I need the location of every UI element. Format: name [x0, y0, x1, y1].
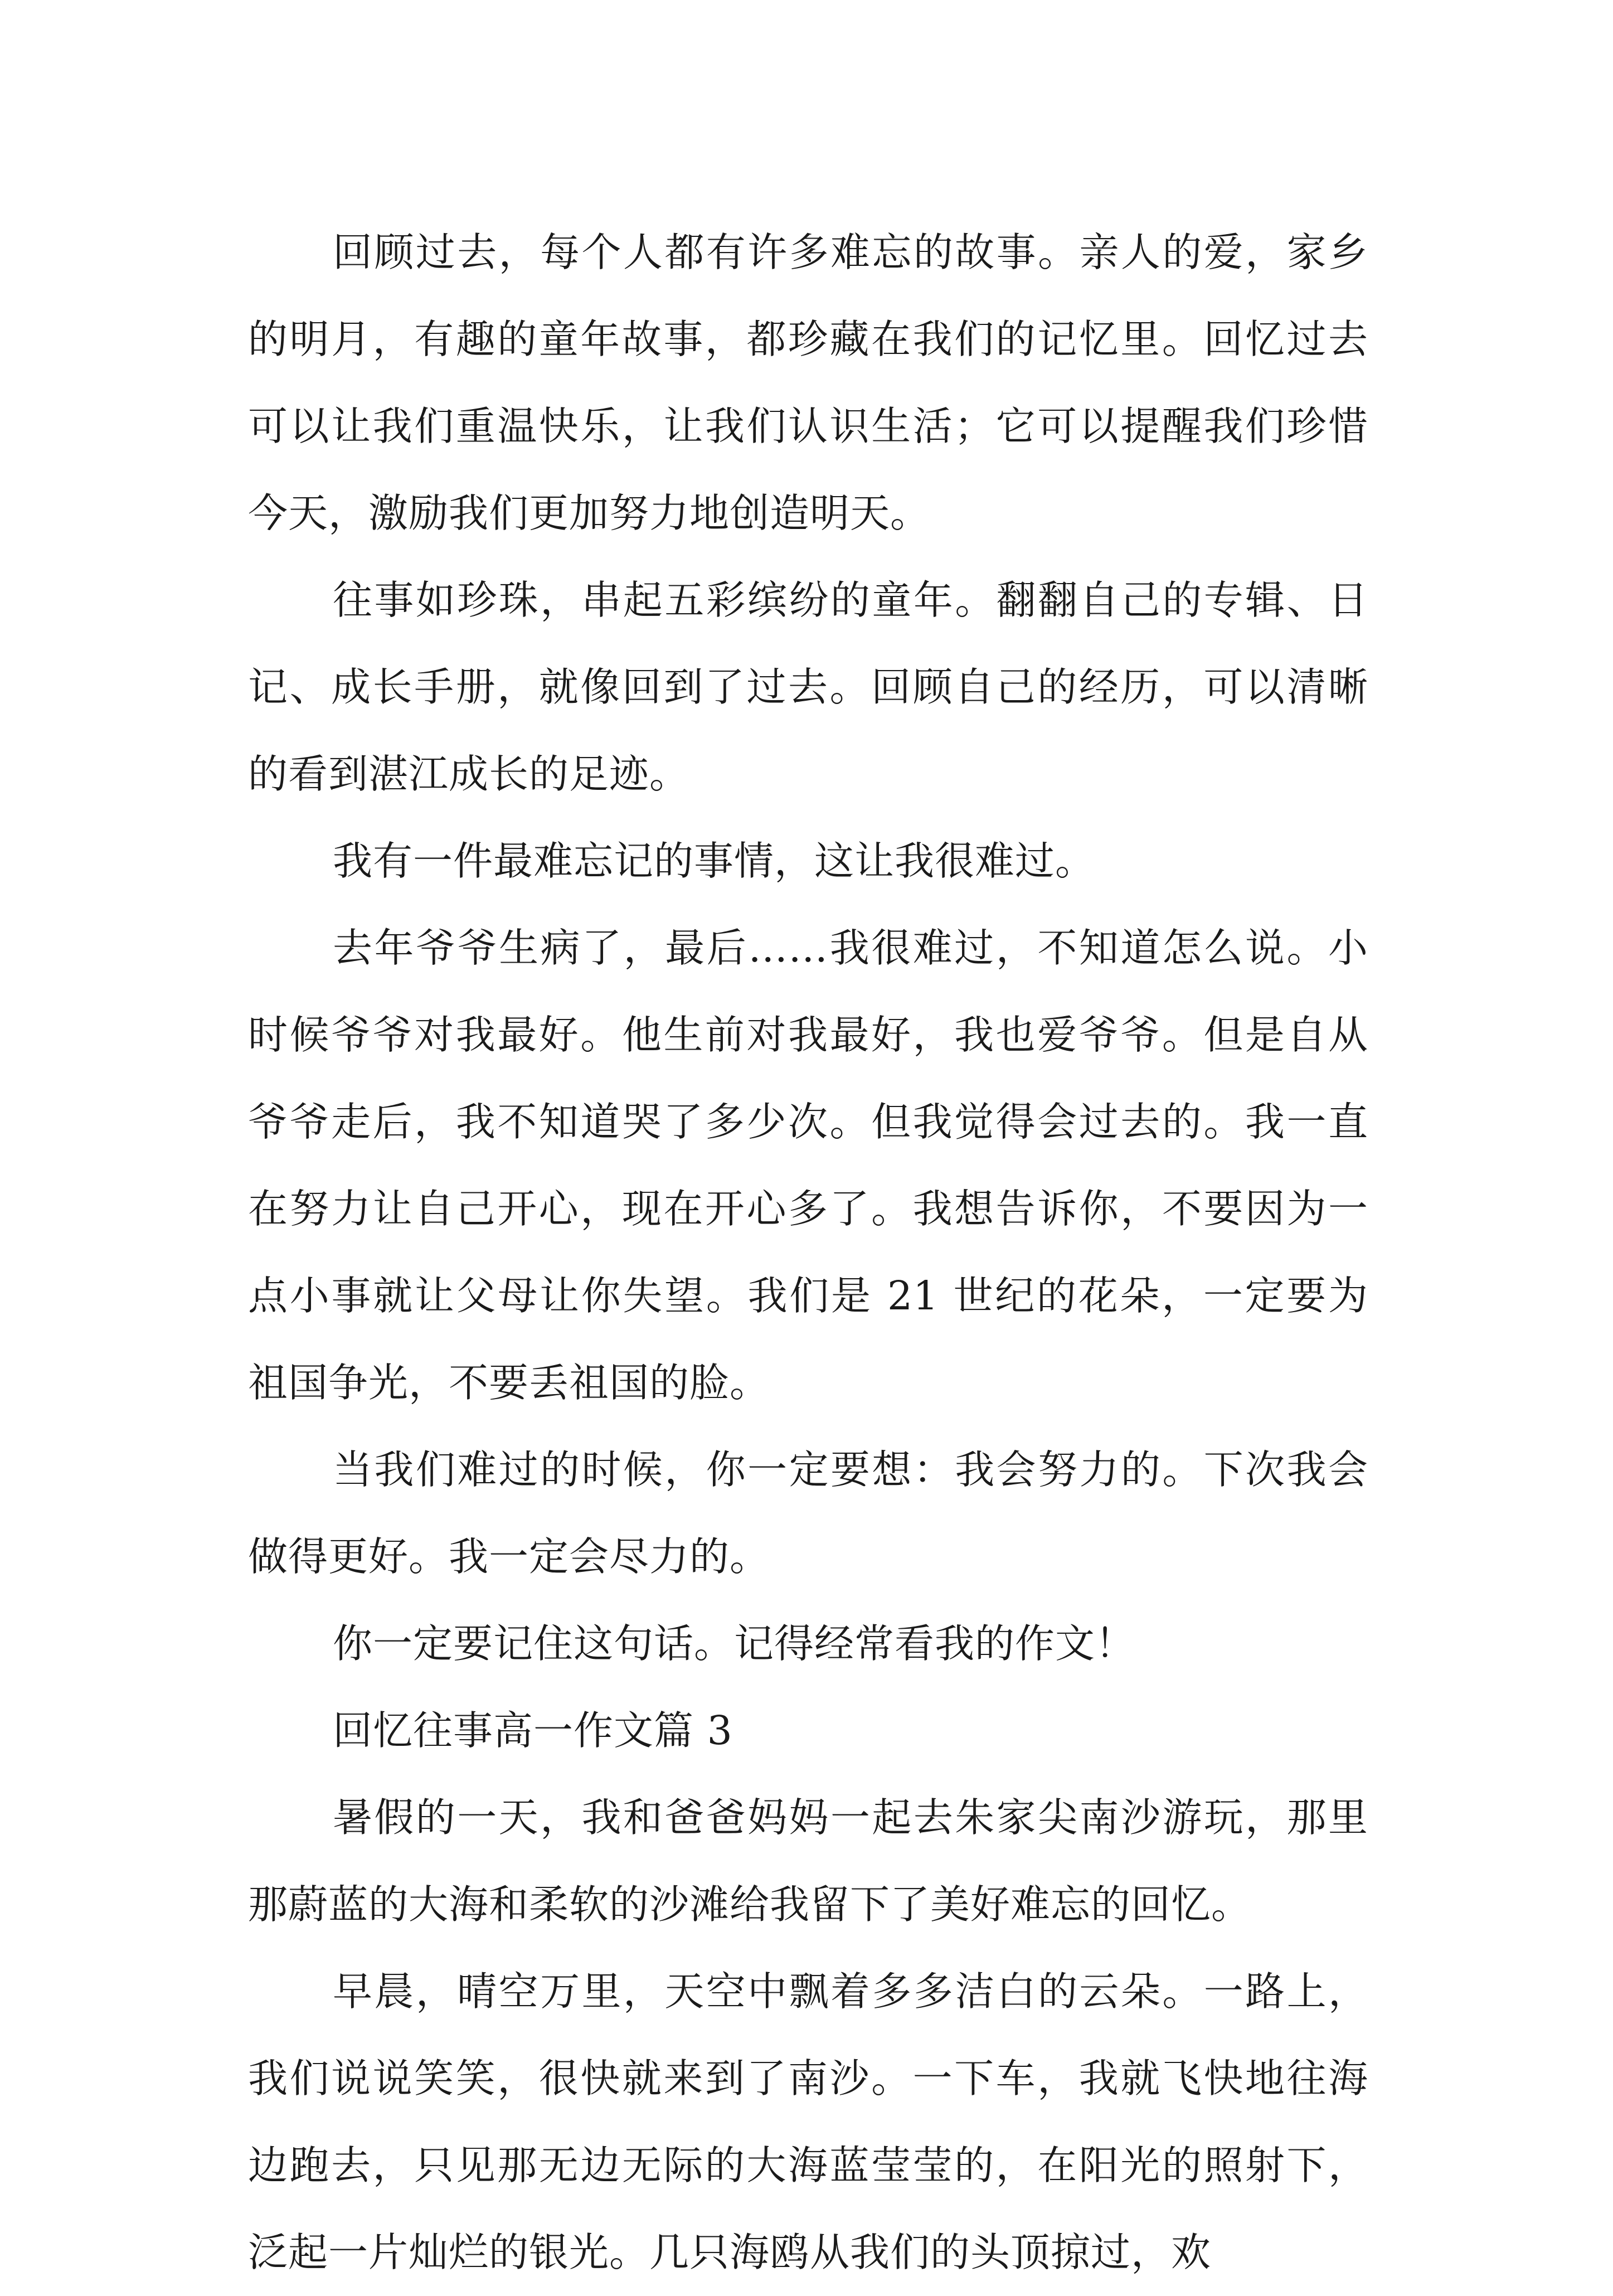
paragraph-5: 当我们难过的时候，你一定要想：我会努力的。下次我会做得更好。我一定会尽力的。 [248, 1446, 1368, 1580]
paragraph-1: 回顾过去，每个人都有许多难忘的故事。亲人的爱，家乡的明月，有趣的童年故事，都珍藏在我们的记忆里。回忆过去可以让我们重温快乐，让我们认识生活；它可以提醒我们珍惜今天，激励我们更加努力地创造明天。 [248, 229, 1368, 536]
paragraph-2: 往事如珍珠，串起五彩缤纷的童年。翻翻自己的专辑、日记、成长手册，就像回到了过去。回顾自己的经历，可以清晰的看到湛江成长的足迹。 [248, 577, 1368, 797]
paragraph-8: 早晨，晴空万里，天空中飘着多多洁白的云朵。一路上，我们说说笑笑，很快就来到了南沙。一下车，我就飞快地往海边跑去，只见那无边无际的大海蓝莹莹的，在阳光的照射下，泛起一片灿烂的银光。几只海鸥从我们的头顶掠过，欢 [248, 1968, 1368, 2275]
document-body [248, 209, 1368, 2296]
paragraph-3: 我有一件最难忘记的事情，这让我很难过。 [333, 838, 1096, 884]
paragraph-4: 去年爷爷生病了，最后……我很难过，不知道怎么说。小时候爷爷对我最好。他生前对我最好，我也爱爷爷。但是自从爷爷走后，我不知道哭了多少次。但我觉得会过去的。我一直在努力让自己开心，现在开心多了。我想告诉你，不要因为一点小事就让父母让你失望。我们是 21 世纪的花朵，一定要为祖国争光，不要丢祖国的脸。 [248, 925, 1368, 1406]
section-title: 回忆往事高一作文篇 3 [333, 1707, 733, 1754]
paragraph-7: 暑假的一天，我和爸爸妈妈一起去朱家尖南沙游玩，那里那蔚蓝的大海和柔软的沙滩给我留下了美好难忘的回忆。 [248, 1794, 1368, 1928]
paragraph-6: 你一定要记住这句话。记得经常看我的作文！ [333, 1620, 1136, 1667]
